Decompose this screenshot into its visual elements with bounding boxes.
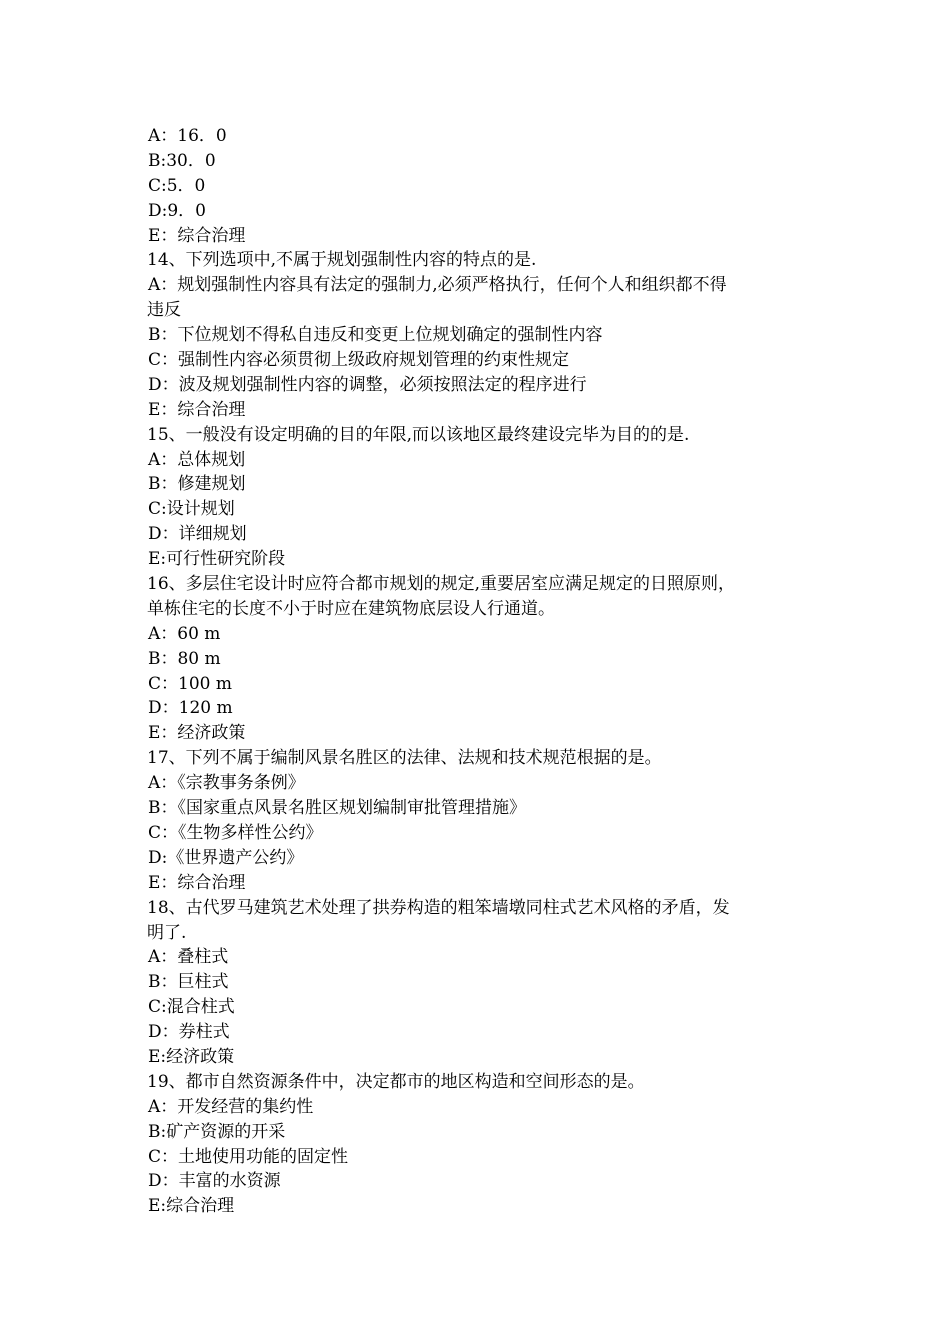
option-line: C：《生物多样性公约》: [148, 822, 323, 843]
option-line: A：总体规划: [148, 449, 246, 470]
option-line: A：60 m: [148, 623, 221, 644]
option-line-continued: 违反: [147, 300, 181, 321]
option-line: B：《国家重点风景名胜区规划编制审批管理措施》: [148, 798, 526, 819]
option-line: C：100 m: [148, 673, 232, 694]
question-stem: 15、一般没有设定明确的目的年限,而以该地区最终建设完毕为目的的是.: [147, 424, 690, 445]
question-stem-continued: 明了.: [147, 922, 187, 943]
question-stem-continued: 单栋住宅的长度不小于时应在建筑物底层设人行通道。: [147, 598, 555, 619]
question-stem: 17、下列不属于编制风景名胜区的法律、法规和技术规范根据的是。: [147, 748, 662, 769]
option-line: E：综合治理: [148, 225, 246, 246]
question-stem: 19、都市自然资源条件中，决定都市的地区构造和空间形态的是。: [147, 1071, 645, 1092]
option-line: C：强制性内容必须贯彻上级政府规划管理的约束性规定: [148, 350, 570, 371]
option-line: A：叠柱式: [148, 947, 229, 968]
option-line: E:可行性研究阶段: [148, 549, 286, 570]
option-line: B：下位规划不得私自违反和变更上位规划确定的强制性内容: [148, 325, 603, 346]
option-line: D:9．0: [148, 200, 206, 221]
question-stem: 14、下列选项中,不属于规划强制性内容的特点的是.: [147, 250, 537, 271]
option-line: E:经济政策: [148, 1046, 235, 1067]
option-line: C:混合柱式: [148, 997, 235, 1018]
option-line: E：综合治理: [148, 399, 246, 420]
option-line: B:矿产资源的开采: [148, 1121, 286, 1142]
option-line: D：丰富的水资源: [148, 1171, 281, 1192]
question-stem: 16、多层住宅设计时应符合都市规划的规定,重要居室应满足规定的日照原则，: [147, 574, 736, 595]
option-line: C:设计规划: [148, 499, 235, 520]
option-line: E：综合治理: [148, 872, 246, 893]
option-line: A：开发经营的集约性: [148, 1096, 314, 1117]
option-line: B：80 m: [148, 648, 221, 669]
option-line: B:30．0: [148, 150, 216, 171]
question-stem: 18、古代罗马建筑艺术处理了拱券构造的粗笨墙墩同柱式艺术风格的矛盾，发: [147, 897, 730, 918]
option-line: D：券柱式: [148, 1022, 230, 1043]
option-line: E：经济政策: [148, 723, 246, 744]
option-line: D:《世界遗产公约》: [148, 847, 304, 868]
option-line: A：16．0: [148, 126, 227, 146]
option-line: A：《宗教事务条例》: [148, 773, 305, 794]
option-line: C：土地使用功能的固定性: [148, 1146, 349, 1167]
option-line: B：巨柱式: [148, 972, 229, 993]
option-line: D：详细规划: [148, 524, 247, 545]
option-line: D：波及规划强制性内容的调整，必须按照法定的程序进行: [148, 374, 587, 395]
option-line: B：修建规划: [148, 474, 246, 495]
option-line: E:综合治理: [148, 1196, 235, 1217]
option-line: C:5．0: [148, 175, 206, 196]
option-line: D：120 m: [148, 698, 233, 719]
document-page: [147, 124, 827, 1219]
option-line: A：规划强制性内容具有法定的强制力,必须严格执行，任何个人和组织都不得: [148, 275, 727, 296]
